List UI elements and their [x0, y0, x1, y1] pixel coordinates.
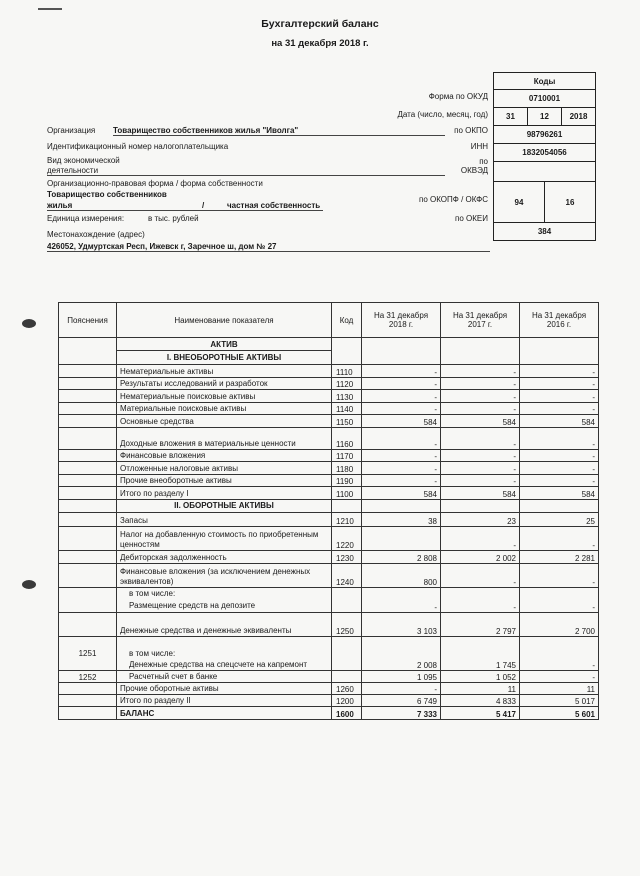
okei-code: 384	[494, 223, 595, 241]
row-code: 1230	[332, 550, 362, 563]
row-name	[117, 636, 332, 670]
value-2017: -	[441, 526, 520, 550]
value-2017: -	[441, 449, 520, 462]
value-2018: 800	[362, 563, 441, 587]
value-2018: -	[362, 390, 441, 403]
row-code: 1170	[332, 449, 362, 462]
value-2018: 2 008	[362, 636, 441, 670]
value-2016: -	[520, 402, 599, 415]
row-code: 1250	[332, 612, 362, 636]
row-code: 1600	[332, 706, 362, 719]
value-2016: 5 601	[520, 706, 599, 719]
row-note	[59, 499, 117, 512]
value-2016: -	[520, 526, 599, 550]
row-code	[332, 499, 362, 512]
row-note	[59, 706, 117, 719]
table-row	[59, 462, 599, 475]
row-note	[59, 512, 117, 526]
codes-header: Коды	[494, 73, 595, 90]
row-name: Доходные вложения в материальные ценности	[117, 427, 332, 449]
value-2018: 38	[362, 512, 441, 526]
ownership-value: частная собственность	[227, 201, 321, 210]
row-name	[117, 587, 332, 612]
row-note	[59, 377, 117, 390]
row-note: 1252	[59, 670, 117, 682]
value-2016	[520, 499, 599, 512]
including-label: в том числе:	[129, 648, 176, 658]
row-name: Результаты исследований и разработок	[117, 377, 332, 390]
row-name: Дебиторская задолженность	[117, 550, 332, 563]
value-2016: 584	[520, 415, 599, 428]
special-account-label: Денежные средства на спецсчете на капремонт	[129, 659, 308, 669]
table-row	[59, 487, 599, 500]
row-code: 1140	[332, 402, 362, 415]
assets-title: АКТИВ	[117, 338, 332, 351]
row-name: Прочие внеоборотные активы	[117, 474, 332, 487]
col-2018: На 31 декабря 2018 г.	[362, 303, 441, 338]
row-name: Нематериальные активы	[117, 365, 332, 378]
date-label: Дата (число, месяц, год)	[397, 110, 488, 119]
okud-code: 0710001	[494, 90, 595, 108]
table-row	[59, 512, 599, 526]
document-title: Бухгалтерский баланс	[261, 18, 379, 30]
value-2016: -	[520, 670, 599, 682]
row-code: 1210	[332, 512, 362, 526]
value-2016: -	[520, 563, 599, 587]
table-row	[59, 563, 599, 587]
assets-title-row	[59, 338, 599, 351]
value-2018: -	[362, 587, 441, 612]
value-2017: -	[441, 377, 520, 390]
legal-form-label: Организационно-правовая форма / форма собственности	[47, 179, 263, 188]
org-name: Товарищество собственников жилья "Иволга"	[113, 126, 445, 136]
value-2017: 2 797	[441, 612, 520, 636]
value-2017	[441, 499, 520, 512]
table-row	[59, 449, 599, 462]
value-2017: 1 745	[441, 636, 520, 670]
row-name: Запасы	[117, 512, 332, 526]
value-2016: -	[520, 636, 599, 670]
value-2016: 2 700	[520, 612, 599, 636]
okpo-label: по ОКПО	[454, 126, 488, 135]
codes-block	[493, 72, 596, 241]
value-2016: -	[520, 462, 599, 475]
row-name: Отложенные налоговые активы	[117, 462, 332, 475]
punch-hole	[22, 319, 36, 328]
row-name: Расчетный счет в банке	[117, 670, 332, 682]
row-code: 1200	[332, 694, 362, 706]
value-2017: 11	[441, 682, 520, 694]
deposit-label: Размещение средств на депозите	[129, 600, 256, 610]
value-2017: -	[441, 462, 520, 475]
row-name: Итого по разделу II	[117, 694, 332, 706]
row-name: Материальные поисковые активы	[117, 402, 332, 415]
row-note	[59, 587, 117, 612]
table-row	[59, 377, 599, 390]
value-2017: -	[441, 402, 520, 415]
okopf-code: 94	[494, 182, 545, 222]
table-row	[59, 474, 599, 487]
row-note	[59, 449, 117, 462]
col-code: Код	[332, 303, 362, 338]
value-2018: 2 808	[362, 550, 441, 563]
value-2018: -	[362, 377, 441, 390]
row-code: 1240	[332, 563, 362, 587]
row-note	[59, 563, 117, 587]
value-2016: -	[520, 587, 599, 612]
value-2017: 1 052	[441, 670, 520, 682]
value-2017: -	[441, 365, 520, 378]
value-2018: 584	[362, 415, 441, 428]
table-row	[59, 526, 599, 550]
value-2016: 5 017	[520, 694, 599, 706]
row-name: Нематериальные поисковые активы	[117, 390, 332, 403]
form-separator: /	[202, 201, 205, 210]
address-value: 426052, Удмуртская Респ, Ижевск г, Заречное ш, дом № 27	[47, 242, 490, 252]
value-2016: 2 281	[520, 550, 599, 563]
row-name: Финансовые вложения	[117, 449, 332, 462]
value-2018	[362, 526, 441, 550]
table-row	[59, 706, 599, 719]
row-note	[59, 427, 117, 449]
value-2018: 7 333	[362, 706, 441, 719]
row-note	[59, 474, 117, 487]
col-notes: Пояснения	[59, 303, 117, 338]
table-row	[59, 427, 599, 449]
inn-code: 1832054056	[494, 144, 595, 162]
table-row	[59, 694, 599, 706]
value-2017: 2 002	[441, 550, 520, 563]
unit-value: в тыс. рублей	[148, 214, 199, 223]
value-2017: -	[441, 474, 520, 487]
value-2018	[362, 499, 441, 512]
table-row	[59, 682, 599, 694]
table-row	[59, 612, 599, 636]
row-name: Налог на добавленную стоимость по приобретенным ценностям	[117, 526, 332, 550]
value-2018: -	[362, 682, 441, 694]
row-note: 1251	[59, 636, 117, 670]
okved-label-2: ОКВЭД	[460, 166, 488, 175]
table-row	[59, 587, 599, 612]
row-note	[59, 526, 117, 550]
value-2016: 25	[520, 512, 599, 526]
row-note	[59, 365, 117, 378]
date-month: 12	[528, 108, 562, 125]
row-note	[59, 415, 117, 428]
date-day: 31	[494, 108, 528, 125]
okopf-okfs-codes	[494, 182, 595, 223]
value-2018: 3 103	[362, 612, 441, 636]
value-2018: -	[362, 402, 441, 415]
okfs-code: 16	[565, 197, 575, 207]
row-code: 1110	[332, 365, 362, 378]
date-year: 2018	[569, 112, 588, 121]
row-code	[332, 636, 362, 670]
balance-table	[58, 302, 599, 720]
table-row	[59, 415, 599, 428]
row-name: Итого по разделу I	[117, 487, 332, 500]
activity-label-1: Вид экономической	[47, 156, 120, 165]
table-row	[59, 402, 599, 415]
value-2016: -	[520, 390, 599, 403]
table-row	[59, 670, 599, 682]
row-note	[59, 682, 117, 694]
value-2016: -	[520, 427, 599, 449]
row-code: 1100	[332, 487, 362, 500]
okved-code	[494, 162, 595, 182]
col-2017: На 31 декабря 2017 г.	[441, 303, 520, 338]
value-2017: -	[441, 587, 520, 612]
row-code: 1130	[332, 390, 362, 403]
section1-title: I. ВНЕОБОРОТНЫЕ АКТИВЫ	[117, 351, 332, 365]
value-2017: 584	[441, 487, 520, 500]
okopf-label: по ОКОПФ / ОКФС	[419, 195, 488, 204]
value-2017: 4 833	[441, 694, 520, 706]
row-code: 1220	[332, 526, 362, 550]
value-2018: -	[362, 474, 441, 487]
row-name: Финансовые вложения (за исключением денежных эквивалентов)	[117, 563, 332, 587]
table-row	[59, 636, 599, 670]
value-2018: -	[362, 365, 441, 378]
row-code	[332, 670, 362, 682]
inn-label: ИНН	[470, 142, 488, 151]
okud-label: Форма по ОКУД	[428, 92, 488, 101]
row-code: 1120	[332, 377, 362, 390]
row-name: Основные средства	[117, 415, 332, 428]
row-note	[59, 402, 117, 415]
okei-label: по ОКЕИ	[455, 214, 488, 223]
col-2016: На 31 декабря 2016 г.	[520, 303, 599, 338]
report-date: на 31 декабря 2018 г.	[271, 38, 369, 49]
including-label: в том числе:	[129, 588, 176, 598]
section1-rows	[59, 365, 599, 500]
legal-form-value-2-text: жилья	[47, 201, 73, 210]
value-2018: -	[362, 427, 441, 449]
value-2018: 6 749	[362, 694, 441, 706]
value-2017: 23	[441, 512, 520, 526]
value-2016: -	[520, 474, 599, 487]
row-code: 1180	[332, 462, 362, 475]
value-2016: -	[520, 365, 599, 378]
report-date-codes	[494, 108, 595, 126]
row-code: 1260	[332, 682, 362, 694]
unit-label: Единица измерения:	[47, 214, 125, 223]
section2-title-row	[59, 499, 599, 512]
table-row	[59, 390, 599, 403]
row-code: 1160	[332, 427, 362, 449]
row-note	[59, 390, 117, 403]
row-note	[59, 462, 117, 475]
row-note	[59, 550, 117, 563]
value-2016: -	[520, 449, 599, 462]
table-header-row	[59, 303, 599, 338]
value-2018: -	[362, 449, 441, 462]
row-note	[59, 487, 117, 500]
row-name: Прочие оборотные активы	[117, 682, 332, 694]
row-code: 1150	[332, 415, 362, 428]
section2-title: II. ОБОРОТНЫЕ АКТИВЫ	[117, 499, 332, 512]
table-row	[59, 550, 599, 563]
table-row	[59, 365, 599, 378]
address-label: Местонахождение (адрес)	[47, 230, 145, 239]
value-2017: 584	[441, 415, 520, 428]
inn-title: Идентификационный номер налогоплательщика	[47, 142, 229, 151]
value-2016: 584	[520, 487, 599, 500]
value-2017: 5 417	[441, 706, 520, 719]
row-name: БАЛАНС	[117, 706, 332, 719]
value-2017: -	[441, 563, 520, 587]
scan-mark	[38, 8, 62, 10]
punch-hole	[22, 580, 36, 589]
legal-form-value-2	[47, 201, 323, 211]
value-2016: -	[520, 377, 599, 390]
okved-label-1: по	[479, 157, 488, 166]
okpo-code: 98796261	[494, 126, 595, 144]
org-label: Организация	[47, 126, 96, 135]
row-code: 1190	[332, 474, 362, 487]
legal-form-value-1: Товарищество собственников	[47, 190, 167, 199]
row-name: Денежные средства и денежные эквиваленты	[117, 612, 332, 636]
activity-label-2: деятельности	[47, 166, 445, 176]
value-2018: 1 095	[362, 670, 441, 682]
value-2017: -	[441, 390, 520, 403]
row-note	[59, 694, 117, 706]
value-2016: 11	[520, 682, 599, 694]
value-2017: -	[441, 427, 520, 449]
row-note	[59, 612, 117, 636]
row-code	[332, 587, 362, 612]
col-name: Наименование показателя	[117, 303, 332, 338]
value-2018: -	[362, 462, 441, 475]
value-2018: 584	[362, 487, 441, 500]
